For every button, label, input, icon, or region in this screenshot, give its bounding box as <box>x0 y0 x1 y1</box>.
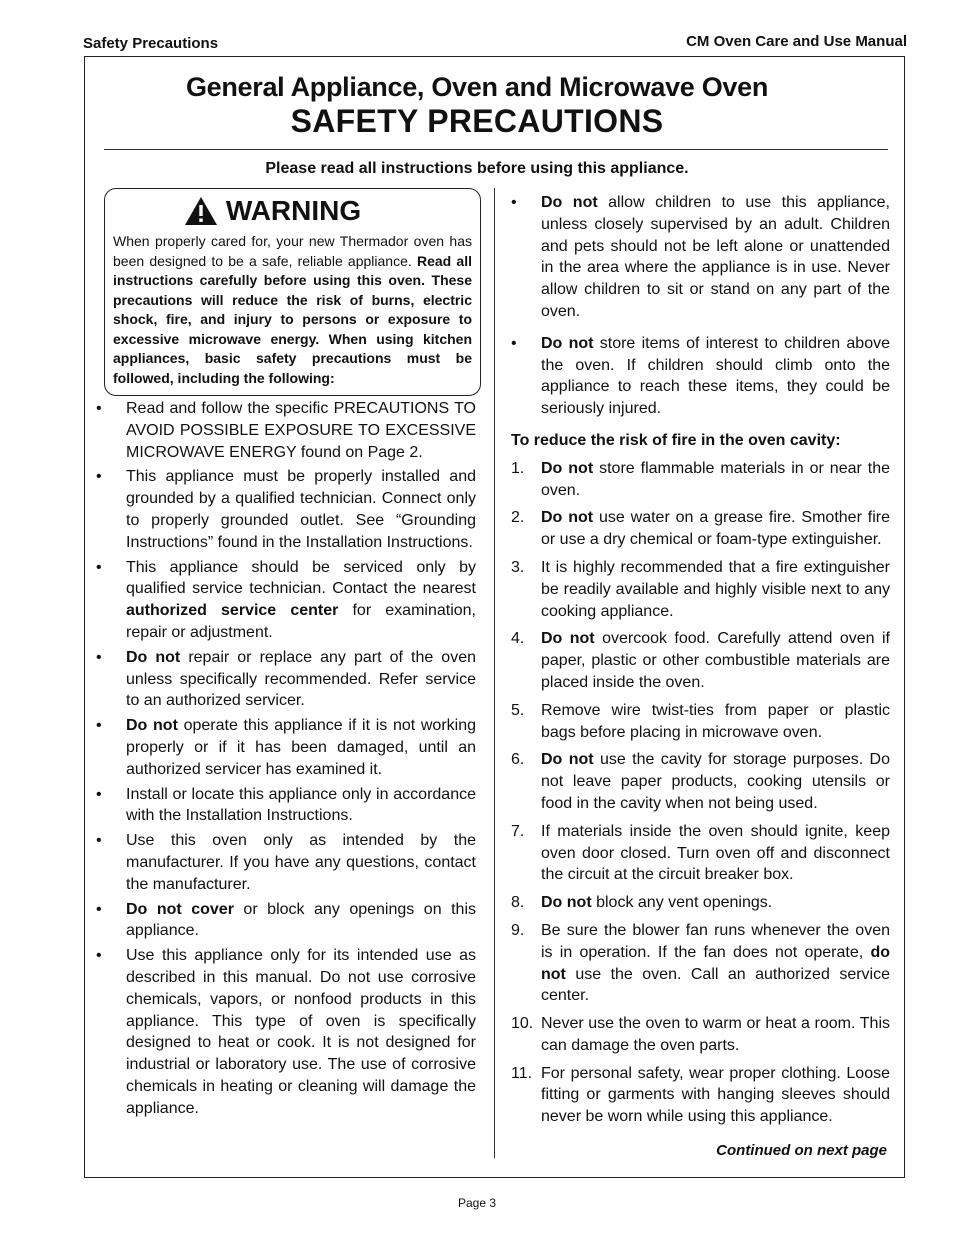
list-item <box>511 458 890 502</box>
list-item <box>511 628 890 693</box>
emphasis-text: Do not <box>541 751 594 769</box>
list-item-text <box>126 899 476 943</box>
list-item <box>511 749 890 814</box>
emphasis-text: do not <box>541 943 890 983</box>
list-marker: • <box>96 558 102 576</box>
warning-heading-text: WARNING <box>225 195 362 226</box>
body-text: Use this appliance only for its intended use as described in this manual. Do not use corrosive chemicals, vapors, or nonfood products in this appliance. This type of oven is specifically designed to heat or cook. It is not designed for industrial or laboratory use. The use of corrosive chemicals in heating or cleaning will damage the appliance. <box>126 947 476 1117</box>
warning-box <box>104 188 481 396</box>
list-item <box>511 192 890 323</box>
list-item <box>511 920 890 1007</box>
body-text: This appliance must be properly installed and grounded by a qualified technician. Connect only to properly grounded outlet. See “Grounding Instructions” found in the Installation Instructions. <box>126 468 476 551</box>
body-text: If materials inside the oven should ignite, keep oven door closed. Turn oven off and disconnect the circuit at the circuit breaker box. <box>541 822 890 884</box>
header-section-label: Safety Precautions <box>83 35 219 52</box>
list-marker: • <box>96 717 102 735</box>
fire-risk-heading: To reduce the risk of fire in the oven cavity: <box>511 431 841 449</box>
list-item-text <box>541 700 890 744</box>
list-marker: • <box>96 400 102 417</box>
list-item-text <box>126 647 476 712</box>
list-marker: 3. <box>511 558 525 576</box>
list-item-text <box>541 821 890 886</box>
list-item <box>511 821 890 886</box>
list-marker: 4. <box>511 630 525 648</box>
page-title-line2: SAFETY PRECAUTIONS <box>290 103 664 139</box>
body-text: overcook food. Carefully attend oven if paper, plastic or other combustible materials are placed inside the oven. <box>541 630 890 691</box>
list-item <box>96 647 476 712</box>
list-item-text <box>541 333 890 420</box>
page-title-line1: General Appliance, Oven and Microwave Oven <box>185 72 769 102</box>
body-text: store flammable materials in or near the oven. <box>541 459 890 499</box>
emphasis-text: Do not <box>541 509 594 527</box>
list-item-text <box>541 1013 890 1057</box>
list-marker: • <box>96 900 102 918</box>
title-divider <box>104 149 888 150</box>
emphasis-text: Do not <box>541 630 595 648</box>
list-item-text <box>541 892 890 914</box>
list-marker: 2. <box>511 509 525 527</box>
page-number: Page 3 <box>457 1196 497 1210</box>
list-marker: • <box>96 785 102 803</box>
list-item-text <box>541 192 890 323</box>
warning-text-bold: Read all instructions carefully before using this oven. These precautions will reduce the risk of burns, electric shock, fire, and injury to persons or exposure to excessive microwave energy. When using kitchen appliances, basic safety precautions must be followed, including the following: <box>113 252 472 386</box>
list-marker: 1. <box>511 459 525 477</box>
body-text: for examination, repair or adjustment. <box>126 602 476 641</box>
list-item-text <box>541 749 890 814</box>
list-marker: 10. <box>511 1015 534 1033</box>
emphasis-text: Do not <box>541 334 594 352</box>
list-item-text <box>541 507 890 551</box>
body-text: Install or locate this appliance only in accordance with the Installation Instructions. <box>126 785 476 825</box>
list-marker: 9. <box>511 921 525 939</box>
body-text: use water on a grease fire. Smother fire or use a dry chemical or foam-type extinguisher. <box>541 509 891 549</box>
list-item-text <box>126 715 476 780</box>
list-marker: 6. <box>511 751 525 769</box>
body-text: Be sure the blower fan runs whenever the oven is in operation. If the fan does not operate, <box>541 921 890 961</box>
body-text: operate this appliance if it is not working properly or if it has been damaged, until an authorized servicer has examined it. <box>126 717 477 778</box>
warning-text-plain: When properly cared for, your new Thermador oven has been designed to be a safe, reliable appliance. <box>113 233 472 269</box>
list-marker: 7. <box>511 822 525 840</box>
list-item <box>511 333 890 420</box>
list-item <box>96 466 476 553</box>
list-item-text <box>126 466 476 553</box>
warning-triangle-icon <box>184 196 218 226</box>
intro-instruction: Please read all instructions before using this appliance. <box>265 160 689 177</box>
list-marker: 11. <box>511 1064 533 1082</box>
right-bullet-list <box>511 192 890 420</box>
list-item <box>96 784 476 828</box>
emphasis-text: Do not <box>541 459 594 477</box>
list-item <box>96 899 476 943</box>
list-item-text <box>541 1063 890 1128</box>
body-text: It is highly recommended that a fire extinguisher be readily available and highly visible next to any cooking appliance. <box>541 558 890 620</box>
warning-text <box>113 232 472 388</box>
body-text: use the cavity for storage purposes. Do not leave paper products, cooking utensils or food in the cavity when not being used. <box>541 751 890 812</box>
list-marker: • <box>511 194 517 211</box>
body-text: use the oven. Call an authorized service center. <box>541 965 890 1005</box>
emphasis-text: authorized service center <box>126 602 339 620</box>
list-marker: • <box>96 832 102 850</box>
right-column <box>511 192 890 1134</box>
list-item <box>511 557 890 622</box>
emphasis-text: Do not <box>541 194 598 211</box>
body-text: Remove wire twist-ties from paper or plastic bags before placing in microwave oven. <box>541 701 890 741</box>
continued-note: Continued on next page <box>716 1142 887 1159</box>
list-item <box>511 892 890 914</box>
list-item <box>511 507 890 551</box>
list-item <box>96 398 476 463</box>
list-item <box>96 945 476 1119</box>
list-item-text <box>126 784 476 828</box>
list-marker: 5. <box>511 701 525 719</box>
list-item-text <box>126 945 476 1119</box>
emphasis-text: Do not <box>541 894 592 912</box>
body-text: block any vent openings. <box>591 894 773 912</box>
list-item <box>511 1013 890 1057</box>
list-item <box>511 700 890 744</box>
list-item-text <box>126 398 476 463</box>
body-text: Use this oven only as intended by the manufacturer. If you have any questions, contact the manufacturer. <box>126 832 476 893</box>
body-text: repair or replace any part of the oven unless specifically recommended. Refer service to an authorized servicer. <box>126 648 476 710</box>
left-bullet-list <box>96 398 476 1123</box>
body-text: For personal safety, wear proper clothing. Loose fitting or garments with hanging sleeves should never be worn while using this appliance. <box>541 1064 890 1126</box>
emphasis-text: Do not cover <box>126 900 234 918</box>
body-text: Read and follow the specific PRECAUTIONS TO AVOID POSSIBLE EXPOSURE TO EXCESSIVE MICROWAVE ENERGY found on Page 2. <box>126 400 476 461</box>
list-marker: • <box>96 468 102 486</box>
list-marker: • <box>511 334 517 352</box>
list-item-text <box>126 557 476 644</box>
list-marker: • <box>96 947 102 965</box>
list-marker: 8. <box>511 894 525 912</box>
body-text: allow children to use this appliance, unless closely supervised by an adult. Children and pets should not be left alone or unattended in the area where the appliance is in use. Never allow children to sit or stand on any part of the oven. <box>541 194 890 320</box>
header-manual-title: CM Oven Care and Use Manual <box>686 33 907 50</box>
list-item <box>511 1063 890 1128</box>
list-item-text <box>541 628 890 693</box>
list-item-text <box>541 557 890 622</box>
body-text: store items of interest to children above the oven. If children should climb onto the appliance to reach these items, they could be seriously injured. <box>541 334 890 418</box>
body-text: or block any openings on this appliance. <box>126 900 476 940</box>
body-text: Never use the oven to warm or heat a room. This can damage the oven parts. <box>541 1015 890 1054</box>
fire-risk-list <box>511 458 890 1128</box>
list-item <box>96 557 476 644</box>
list-item-text <box>541 458 890 502</box>
body-text: This appliance should be serviced only by qualified service technician. Contact the nearest <box>126 558 476 598</box>
column-divider <box>494 188 495 1158</box>
list-marker: • <box>96 648 102 666</box>
warning-heading <box>73 193 472 229</box>
list-item <box>96 830 476 895</box>
list-item <box>96 715 476 780</box>
emphasis-text: Do not <box>126 717 178 735</box>
list-item-text <box>126 830 476 895</box>
emphasis-text: Do not <box>126 648 181 666</box>
list-item-text <box>541 920 890 1007</box>
